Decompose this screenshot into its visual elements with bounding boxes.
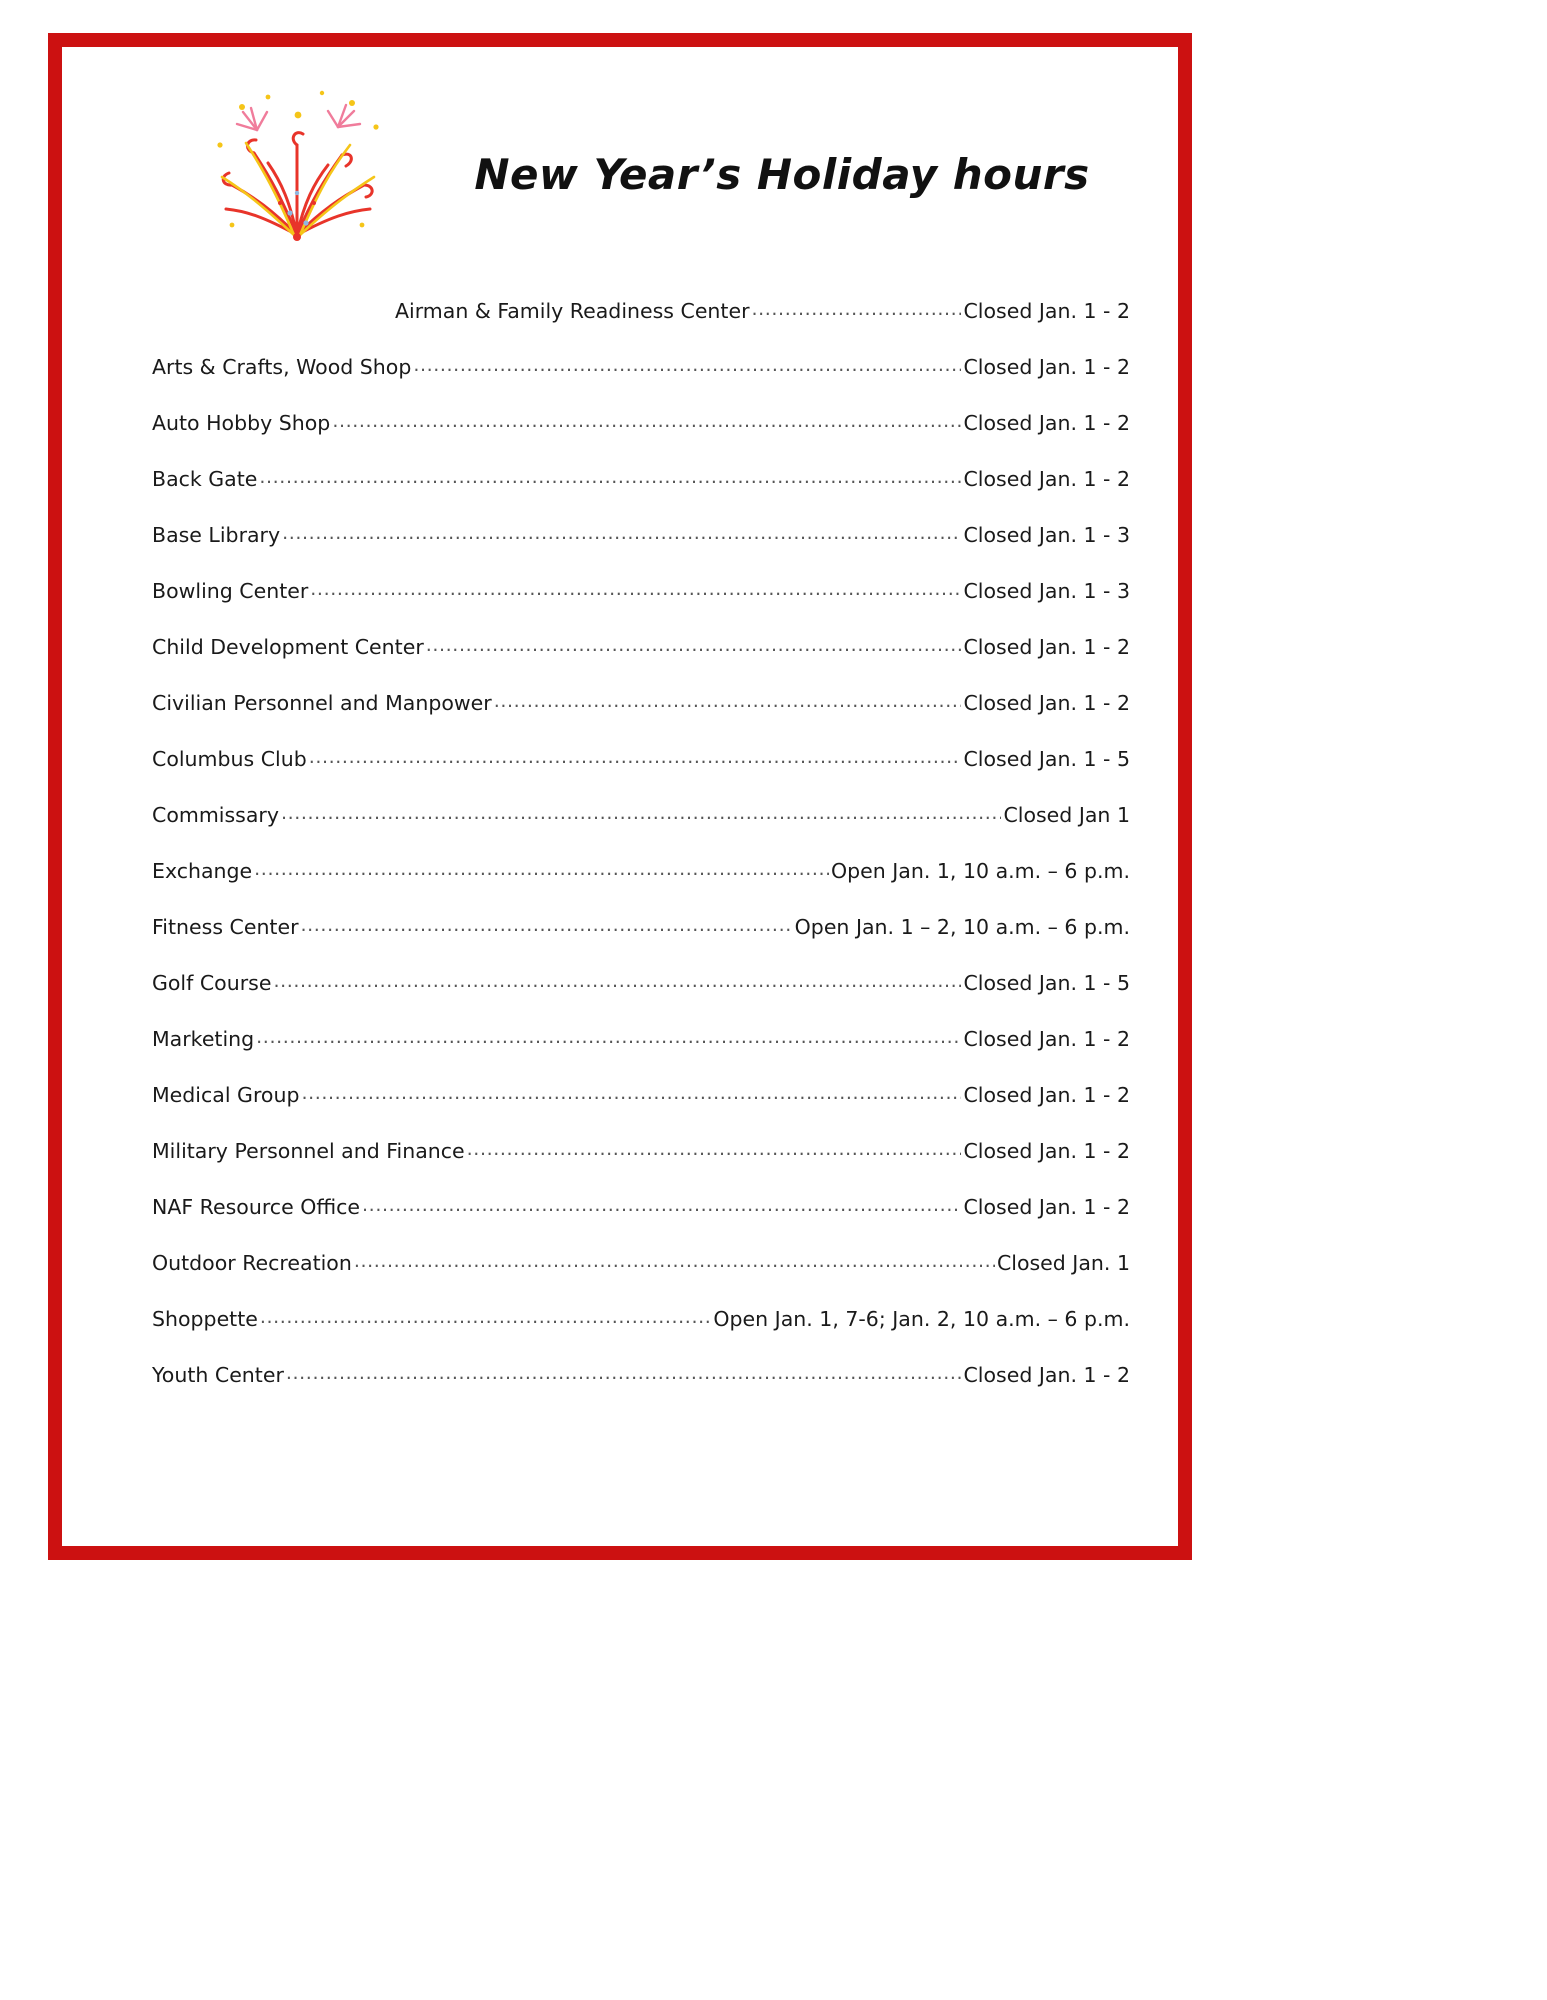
facility-hours: Closed Jan. 1 - 2: [963, 1139, 1130, 1163]
facility-name: Exchange: [152, 859, 253, 883]
list-item: [152, 899, 1130, 955]
facility-name: Back Gate: [152, 467, 258, 491]
dot-leader: [286, 1345, 962, 1401]
facility-hours: Closed Jan. 1 - 5: [963, 747, 1130, 771]
facility-hours: Closed Jan. 1 - 3: [963, 579, 1130, 603]
facility-name: Civilian Personnel and Manpower: [152, 691, 492, 715]
facility-name: Golf Course: [152, 971, 272, 995]
page-title: New Year’s Holiday hours: [474, 150, 1090, 199]
list-item: [152, 731, 1130, 787]
dot-leader: [256, 1009, 961, 1065]
list-item: [152, 1179, 1130, 1235]
dot-leader: [752, 281, 962, 337]
facility-hours: Closed Jan. 1 - 2: [963, 1083, 1130, 1107]
facility-name: Medical Group: [152, 1083, 300, 1107]
facility-hours: Closed Jan. 1 - 2: [963, 635, 1130, 659]
facility-hours: Closed Jan. 1 - 2: [963, 1363, 1130, 1387]
facility-name: Auto Hobby Shop: [152, 411, 331, 435]
dot-leader: [281, 785, 1001, 841]
dot-leader: [354, 1233, 995, 1289]
facility-hours: Closed Jan. 1 - 2: [963, 355, 1130, 379]
list-item: [152, 339, 1130, 395]
facility-name: Airman & Family Readiness Center: [395, 299, 750, 323]
facility-name: Bowling Center: [152, 579, 309, 603]
facility-hours: Closed Jan. 1 - 2: [963, 299, 1130, 323]
list-item: [152, 619, 1130, 675]
list-item: [152, 1291, 1130, 1347]
list-item: [152, 1235, 1130, 1291]
poster-content: [62, 47, 1178, 1546]
facility-hours: Closed Jan. 1 - 5: [963, 971, 1130, 995]
facility-name: Fitness Center: [152, 915, 299, 939]
facility-hours: Closed Jan. 1 - 2: [963, 467, 1130, 491]
facility-name: Commissary: [152, 803, 279, 827]
facility-hours: Open Jan. 1, 10 a.m. – 6 p.m.: [830, 859, 1130, 883]
dot-leader: [413, 337, 961, 393]
facility-hours: Closed Jan. 1 - 2: [963, 1027, 1130, 1051]
list-item: [152, 843, 1130, 899]
facility-hours: Closed Jan. 1: [996, 1251, 1130, 1275]
facility-name: Shoppette: [152, 1307, 258, 1331]
facility-hours: Closed Jan. 1 - 2: [963, 691, 1130, 715]
dot-leader: [273, 953, 961, 1009]
dot-leader: [254, 841, 829, 897]
facility-hours: Closed Jan. 1 - 3: [963, 523, 1130, 547]
dot-leader: [310, 561, 961, 617]
list-item: [152, 955, 1130, 1011]
dot-leader: [426, 617, 962, 673]
facility-name: Youth Center: [152, 1363, 284, 1387]
facility-name: Arts & Crafts, Wood Shop: [152, 355, 412, 379]
list-item: [152, 787, 1130, 843]
list-item: [152, 283, 1130, 339]
dot-leader: [332, 393, 961, 449]
list-item: [152, 507, 1130, 563]
dot-leader: [467, 1121, 962, 1177]
facility-name: Outdoor Recreation: [152, 1251, 352, 1275]
dot-leader: [309, 729, 962, 785]
red-border-frame: [48, 33, 1192, 1560]
facility-name: Military Personnel and Finance: [152, 1139, 465, 1163]
dot-leader: [260, 1289, 712, 1345]
list-item: [152, 1067, 1130, 1123]
list-item: [152, 1123, 1130, 1179]
list-item: [152, 563, 1130, 619]
facility-hours: Closed Jan 1: [1003, 803, 1130, 827]
facility-name: Child Development Center: [152, 635, 424, 659]
poster-header: [92, 75, 1148, 225]
list-item: [152, 451, 1130, 507]
dot-leader: [282, 505, 961, 561]
facility-name: Columbus Club: [152, 747, 307, 771]
facility-hours: Closed Jan. 1 - 2: [963, 1195, 1130, 1219]
facility-hours: Open Jan. 1 – 2, 10 a.m. – 6 p.m.: [794, 915, 1130, 939]
facility-hours: Open Jan. 1, 7-6; Jan. 2, 10 a.m. – 6 p.m.: [713, 1307, 1130, 1331]
list-item: [152, 1011, 1130, 1067]
facility-name: Base Library: [152, 523, 281, 547]
dot-leader: [301, 897, 793, 953]
dot-leader: [259, 449, 961, 505]
facility-hours: Closed Jan. 1 - 2: [963, 411, 1130, 435]
dot-leader: [362, 1177, 961, 1233]
dot-leader: [301, 1065, 961, 1121]
facility-name: Marketing: [152, 1027, 255, 1051]
list-item: [152, 675, 1130, 731]
dot-leader: [494, 673, 962, 729]
list-item: [152, 1347, 1130, 1403]
hours-list: [92, 283, 1148, 1403]
fireworks-icon: [202, 85, 392, 270]
facility-name: NAF Resource Office: [152, 1195, 361, 1219]
list-item: [152, 395, 1130, 451]
